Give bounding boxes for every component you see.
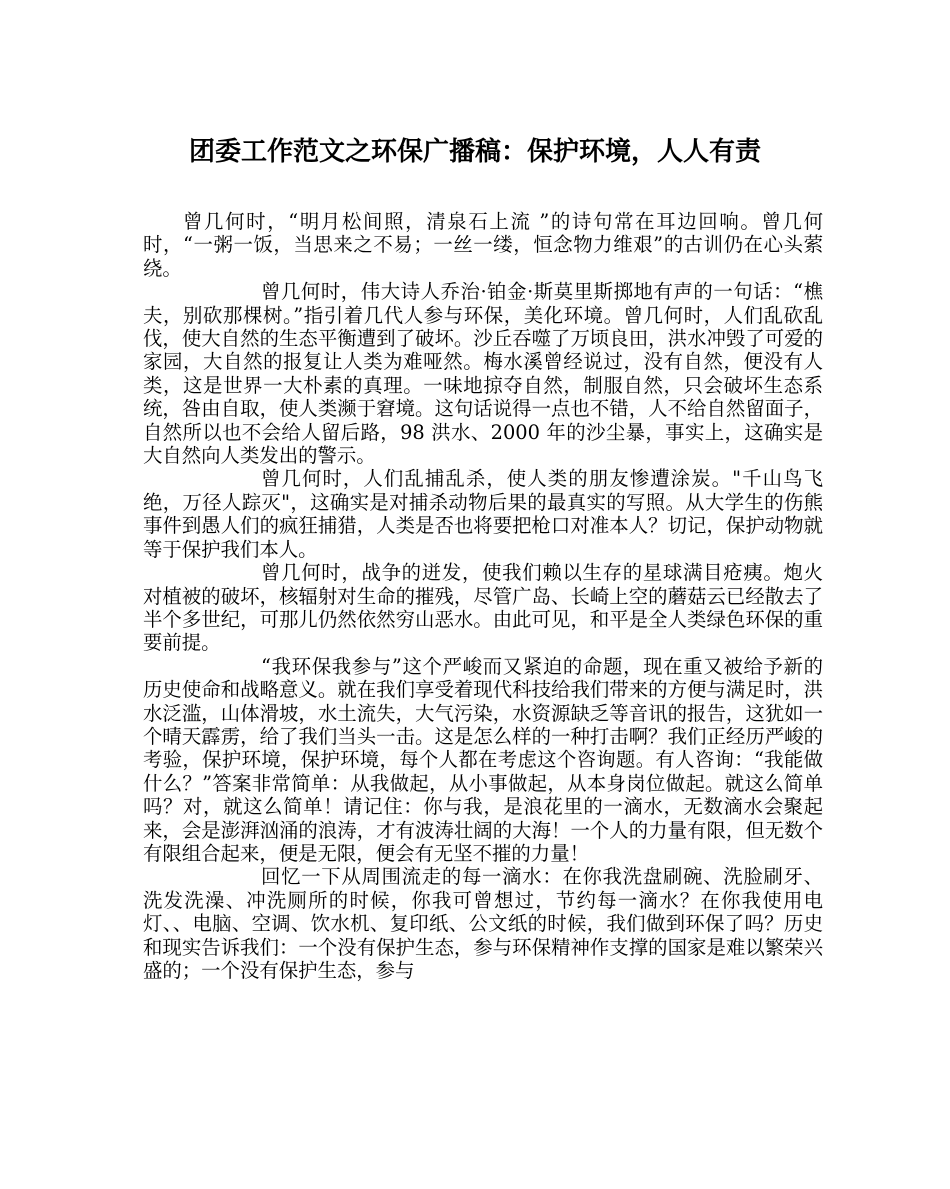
document-body — [143, 210, 823, 982]
paragraph: 曾几何时，“明月松间照，清泉石上流 ”的诗句常在耳边回响。曾几何时，“一粥一饭，当思来之不易；一丝一缕，恒念物力维艰”的古训仍在心头萦绕。 — [143, 210, 823, 280]
paragraph: 曾几何时，伟大诗人乔治·铂金·斯莫里斯掷地有声的一句话：“樵夫，别砍那棵树。”指引着几代人参与环保，美化环境。曾几何时，人们乱砍乱伐，使大自然的生态平衡遭到了破坏。沙丘吞噬了万顷良田，洪水冲毁了可爱的家园，大自然的报复让人类为难哑然。梅水溪曾经说过，没有自然，便没有人类，这是世界一大朴素的真理。一味地掠夺自然，制服自然，只会破坏生态系统，咎由自取，使人类濒于窘境。这句话说得一点也不错，人不给自然留面子，自然所以也不会给人留后路，98 洪水、2000 年的沙尘暴，事实上，这确实是大自然向人类发出的警示。 — [143, 280, 823, 468]
paragraph: 曾几何时，人们乱捕乱杀，使人类的朋友惨遭涂炭。"千山鸟飞绝，万径人踪灭"，这确实是对捕杀动物后果的最真实的写照。从大学生的伤熊事件到愚人们的疯狂捕猎，人类是否也将要把枪口对准本人？切记，保护动物就等于保护我们本人。 — [143, 467, 823, 561]
document-title: 团委工作范文之环保广播稿：保护环境，人人有责 — [188, 137, 761, 167]
paragraph: 回忆一下从周围流走的每一滴水：在你我洗盘刷碗、洗脸刷牙、洗发洗澡、冲洗厕所的时候，你我可曾想过，节约每一滴水？在你我使用电灯、、电脑、空调、饮水机、复印纸、公文纸的时候，我们做到环保了吗？历史和现实告诉我们：一个没有保护生态，参与环保精神作支撑的国家是难以繁荣兴盛的；一个没有保护生态，参与 — [143, 865, 823, 982]
paragraph: “我环保我参与”这个严峻而又紧迫的命题，现在重又被给予新的历史使命和战略意义。就在我们享受着现代科技给我们带来的方便与满足时，洪水泛滥，山体滑坡，水土流失，大气污染，水资源缺乏等音讯的报告，这犹如一个晴天霹雳，给了我们当头一击。这是怎么样的一种打击啊？我们正经历严峻的考验，保护环境，保护环境，每个人都在考虑这个咨询题。有人咨询：“我能做什么？”答案非常简单：从我做起，从小事做起，从本身岗位做起。就这么简单吗？对，就这么简单！请记住：你与我，是浪花里的一滴水，无数滴水会聚起来，会是澎湃汹涌的浪涛，才有波涛壮阔的大海！一个人的力量有限，但无数个有限组合起来，便是无限，便会有无坚不摧的力量！ — [143, 654, 823, 865]
paragraph: 曾几何时，战争的迸发，使我们赖以生存的星球满目疮痍。炮火对植被的破坏，核辐射对生命的摧残，尽管广岛、长崎上空的蘑菇云已经散去了半个多世纪，可那儿仍然依然穷山恶水。由此可见，和平是全人类绿色环保的重要前提。 — [143, 561, 823, 655]
